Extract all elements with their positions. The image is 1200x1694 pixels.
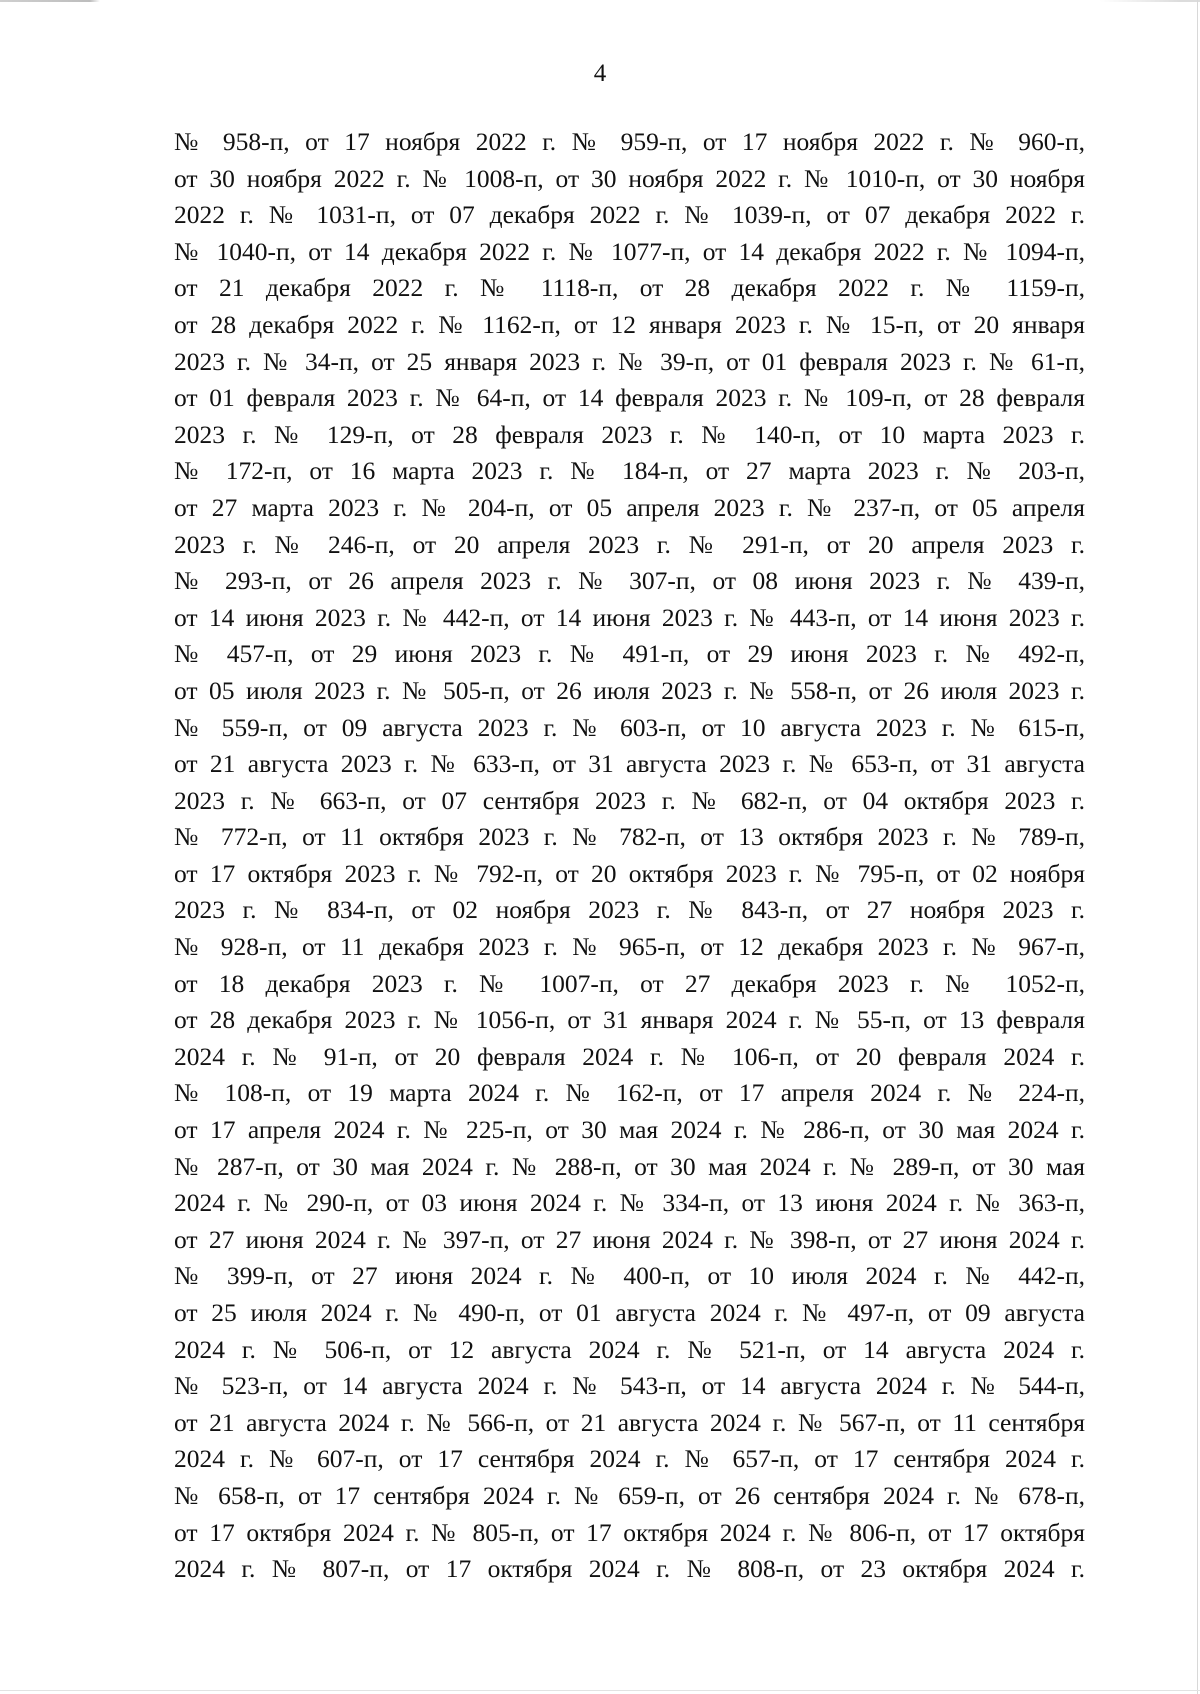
text-line: № 523-п, от 14 августа 2024 г. № 543-п, от 14 августа 2024 г. № 544-п, xyxy=(174,1371,1085,1401)
text-line: 2023 г. № 129-п, от 28 февраля 2023 г. № 140-п, от 10 марта 2023 г. xyxy=(174,419,1085,449)
text-line: № 958-п, от 17 ноября 2022 г. № 959-п, от 17 ноября 2022 г. № 960-п, xyxy=(174,127,1085,156)
page-number: 4 xyxy=(593,60,607,87)
scan-edge-top xyxy=(0,0,1200,2)
text-line: 2024 г. № 607-п, от 17 сентября 2024 г. № 657-п, от 17 сентября 2024 г. xyxy=(174,1444,1085,1474)
text-line: 2024 г. № 807-п, от 17 октября 2024 г. № 808-п, от 23 октября 2024 г. xyxy=(174,1554,1085,1584)
text-line: от 18 декабря 2023 г. № 1007-п, от 27 декабря 2023 г. № 1052-п, xyxy=(174,968,1085,998)
text-line: 2024 г. № 91-п, от 20 февраля 2024 г. № 106-п, от 20 февраля 2024 г. xyxy=(174,1041,1085,1071)
text-line: от 28 декабря 2023 г. № 1056-п, от 31 января 2024 г. № 55-п, от 13 февраля xyxy=(174,1005,1085,1035)
text-line: № 108-п, от 19 марта 2024 г. № 162-п, от 17 апреля 2024 г. № 224-п, xyxy=(174,1078,1085,1108)
text-line: 2022 г. № 1031-п, от 07 декабря 2022 г. № 1039-п, от 07 декабря 2022 г. xyxy=(174,200,1085,230)
text-line: от 17 октября 2023 г. № 792-п, от 20 октября 2023 г. № 795-п, от 02 ноября xyxy=(174,858,1085,888)
text-line: № 1040-п, от 14 декабря 2022 г. № 1077-п, от 14 декабря 2022 г. № 1094-п, xyxy=(174,236,1085,266)
text-line: № 457-п, от 29 июня 2023 г. № 491-п, от 29 июня 2023 г. № 492-п, xyxy=(174,639,1085,669)
text-line: № 928-п, от 11 декабря 2023 г. № 965-п, от 12 декабря 2023 г. № 967-п, xyxy=(174,932,1085,962)
text-line: № 172-п, от 16 марта 2023 г. № 184-п, от 27 марта 2023 г. № 203-п, xyxy=(174,456,1085,486)
scan-edge-right xyxy=(1197,0,1198,1694)
text-line: от 21 августа 2023 г. № 633-п, от 31 августа 2023 г. № 653-п, от 31 августа xyxy=(174,749,1085,779)
text-line: от 05 июля 2023 г. № 505-п, от 26 июля 2023 г. № 558-п, от 26 июля 2023 г. xyxy=(174,675,1085,705)
text-line: от 30 ноября 2022 г. № 1008-п, от 30 ноября 2022 г. № 1010-п, от 30 ноября xyxy=(174,163,1085,193)
text-line: от 17 октября 2024 г. № 805-п, от 17 октября 2024 г. № 806-п, от 17 октября xyxy=(174,1517,1085,1547)
text-line: 2024 г. № 506-п, от 12 августа 2024 г. № 521-п, от 14 августа 2024 г. xyxy=(174,1334,1085,1364)
text-line: № 658-п, от 17 сентября 2024 г. № 659-п, от 26 сентября 2024 г. № 678-п, xyxy=(174,1480,1085,1510)
text-line: от 01 февраля 2023 г. № 64-п, от 14 февраля 2023 г. № 109-п, от 28 февраля xyxy=(174,383,1085,413)
text-line: от 25 июля 2024 г. № 490-п, от 01 августа 2024 г. № 497-п, от 09 августа xyxy=(174,1298,1085,1327)
text-line: № 559-п, от 09 августа 2023 г. № 603-п, от 10 августа 2023 г. № 615-п, xyxy=(174,712,1085,742)
text-line: от 28 декабря 2022 г. № 1162-п, от 12 января 2023 г. № 15-п, от 20 января xyxy=(174,309,1085,339)
document-body xyxy=(174,124,1085,1588)
text-line: от 27 марта 2023 г. № 204-п, от 05 апреля 2023 г. № 237-п, от 05 апреля xyxy=(174,492,1085,522)
text-line: от 21 августа 2024 г. № 566-п, от 21 августа 2024 г. № 567-п, от 11 сентября xyxy=(174,1407,1085,1437)
text-line: № 399-п, от 27 июня 2024 г. № 400-п, от 10 июля 2024 г. № 442-п, xyxy=(174,1261,1085,1291)
text-line: 2024 г. № 290-п, от 03 июня 2024 г. № 334-п, от 13 июня 2024 г. № 363-п, xyxy=(174,1188,1085,1218)
text-line: от 21 декабря 2022 г. № 1118-п, от 28 декабря 2022 г. № 1159-п, xyxy=(174,273,1085,303)
text-line: № 772-п, от 11 октября 2023 г. № 782-п, от 13 октября 2023 г. № 789-п, xyxy=(174,822,1085,852)
scan-edge-bottom xyxy=(0,1690,1200,1691)
text-line: 2023 г. № 34-п, от 25 января 2023 г. № 39-п, от 01 февраля 2023 г. № 61-п, xyxy=(174,346,1085,376)
text-line: от 27 июня 2024 г. № 397-п, от 27 июня 2024 г. № 398-п, от 27 июня 2024 г. xyxy=(174,1224,1085,1254)
text-line: 2023 г. № 834-п, от 02 ноября 2023 г. № 843-п, от 27 ноября 2023 г. xyxy=(174,895,1085,925)
text-line: 2023 г. № 663-п, от 07 сентября 2023 г. № 682-п, от 04 октября 2023 г. xyxy=(174,785,1085,815)
text-line: № 287-п, от 30 мая 2024 г. № 288-п, от 30 мая 2024 г. № 289-п, от 30 мая xyxy=(174,1151,1085,1181)
text-line: от 17 апреля 2024 г. № 225-п, от 30 мая 2024 г. № 286-п, от 30 мая 2024 г. xyxy=(174,1115,1085,1145)
text-line: № 293-п, от 26 апреля 2023 г. № 307-п, от 08 июня 2023 г. № 439-п, xyxy=(174,566,1085,596)
text-line: от 14 июня 2023 г. № 442-п, от 14 июня 2023 г. № 443-п, от 14 июня 2023 г. xyxy=(174,602,1085,632)
text-line: 2023 г. № 246-п, от 20 апреля 2023 г. № 291-п, от 20 апреля 2023 г. xyxy=(174,529,1085,559)
